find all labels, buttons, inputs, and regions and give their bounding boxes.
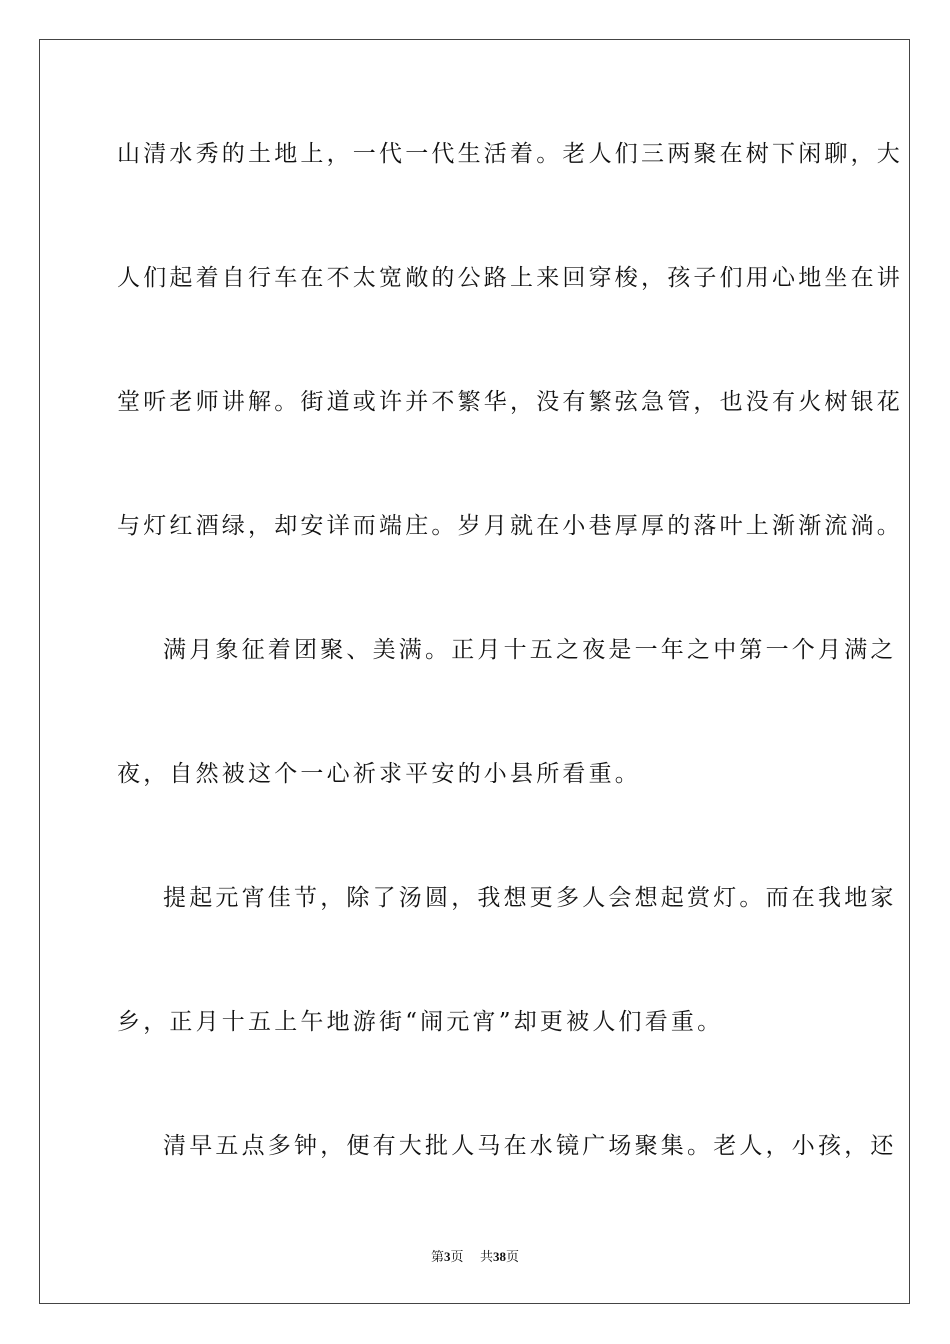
text-line: 乡，正月十五上午地游街“闹元宵”却更被人们看重。	[117, 1009, 724, 1035]
paragraph-first-line: 满月象征着团聚、美满。正月十五之夜是一年之中第一个月满之	[163, 637, 897, 663]
page-frame	[39, 39, 910, 1304]
page-current: 3	[443, 1249, 451, 1264]
page-footer	[0, 1249, 950, 1266]
paragraph-first-line: 提起元宵佳节，除了汤圆，我想更多人会想起赏灯。而在我地家	[163, 885, 897, 911]
paragraph-first-line: 清早五点多钟，便有大批人马在水镜广场聚集。老人，小孩，还	[163, 1133, 897, 1159]
total-unit: 页	[506, 1249, 520, 1264]
page-total: 38	[493, 1249, 507, 1264]
page-prefix: 第	[430, 1249, 444, 1264]
text-line: 山清水秀的土地上，一代一代生活着。老人们三两聚在树下闲聊，大	[117, 141, 903, 167]
text-line: 与灯红酒绿，却安详而端庄。岁月就在小巷厚厚的落叶上渐渐流淌。	[117, 513, 903, 539]
total-prefix: 共	[480, 1249, 494, 1264]
text-line: 人们起着自行车在不太宽敞的公路上来回穿梭，孩子们用心地坐在讲	[117, 265, 903, 291]
page-unit: 页	[450, 1249, 464, 1264]
text-line: 夜，自然被这个一心祈求平安的小县所看重。	[117, 761, 641, 787]
text-line: 堂听老师讲解。街道或许并不繁华，没有繁弦急管，也没有火树银花	[117, 389, 903, 415]
